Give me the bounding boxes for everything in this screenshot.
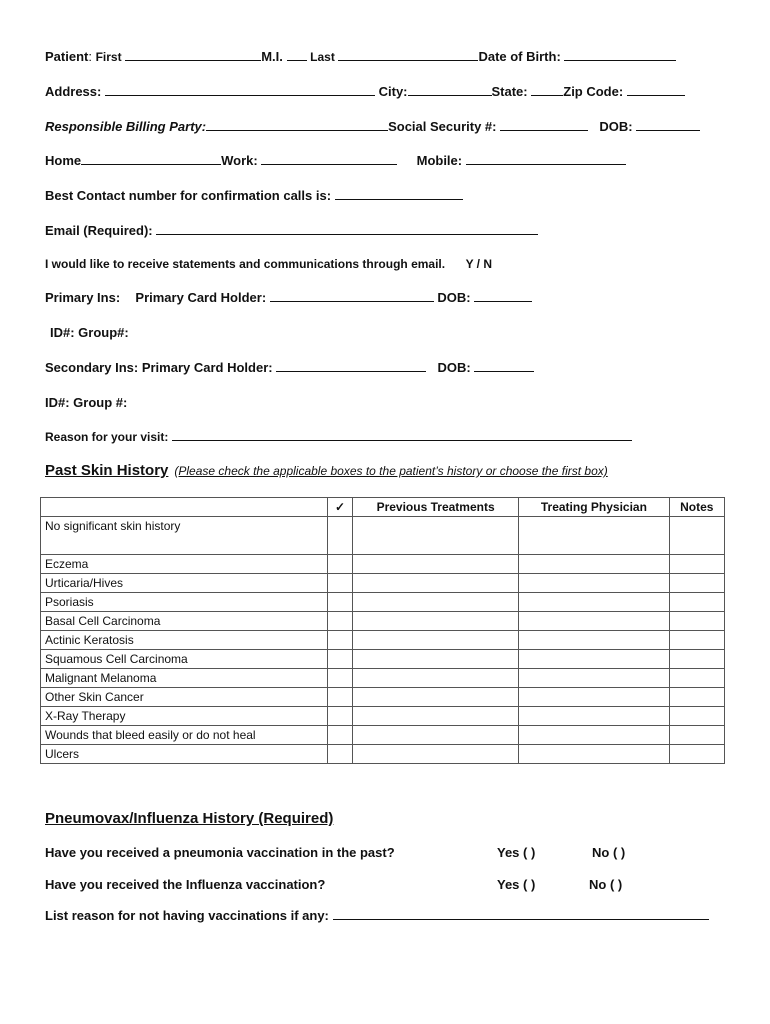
dob-field[interactable] [564,49,676,61]
primary-holder-label: Primary Card Holder: [135,290,267,305]
reason-field[interactable] [172,429,632,441]
billing-row [45,119,700,134]
physician-cell[interactable] [519,707,669,726]
statements-row [45,257,492,271]
best-contact-label: Best Contact number for confirmation calls is: [45,188,332,203]
email-label: Email (Required): [45,223,153,238]
check-cell[interactable] [328,669,353,688]
mobile-label: Mobile: [416,153,463,168]
secondary-dob-field[interactable] [474,360,534,372]
condition-cell: Urticaria/Hives [41,574,328,593]
condition-cell: Malignant Melanoma [41,669,328,688]
treatments-cell[interactable] [353,517,519,555]
physician-cell[interactable] [519,688,669,707]
check-cell[interactable] [328,574,353,593]
best-contact-field[interactable] [335,188,463,200]
notes-cell[interactable] [669,726,724,745]
condition-cell: X-Ray Therapy [41,707,328,726]
condition-cell: Ulcers [41,745,328,764]
primary-ins-row [45,290,532,305]
secondary-ins-row [45,360,534,375]
address-field[interactable] [105,84,375,96]
treatments-cell[interactable] [353,555,519,574]
condition-cell: Squamous Cell Carcinoma [41,650,328,669]
zip-field[interactable] [627,84,685,96]
table-row [41,745,725,764]
primary-ids-row [50,325,129,340]
notes-header: Notes [669,498,724,517]
notes-cell[interactable] [669,517,724,555]
zip-label: Zip Code: [563,84,624,99]
notes-cell[interactable] [669,745,724,764]
dob-label: Date of Birth: [478,49,561,64]
first-name-field[interactable] [125,49,261,61]
table-row [41,574,725,593]
mi-field[interactable] [287,49,307,61]
table-row [41,688,725,707]
city-label: City: [378,84,408,99]
treatments-cell[interactable] [353,745,519,764]
notes-cell[interactable] [669,688,724,707]
email-field[interactable] [156,223,538,235]
treatments-cell[interactable] [353,707,519,726]
check-cell[interactable] [328,688,353,707]
primary-dob-label: DOB: [437,290,471,305]
table-row [41,707,725,726]
table-header-row [41,498,725,517]
notes-cell[interactable] [669,669,724,688]
notes-cell[interactable] [669,631,724,650]
home-label: Home [45,153,82,168]
last-name-field[interactable] [338,49,478,61]
best-contact-row [45,188,463,203]
pneumonia-question: Have you received a pneumonia vaccination in the past? [45,845,395,860]
skin-history-table [40,497,725,764]
check-cell[interactable] [328,650,353,669]
check-cell[interactable] [328,707,353,726]
check-cell[interactable] [328,745,353,764]
vaccine-heading: Pneumovax/Influenza History (Required) [45,810,334,827]
statements-label: I would like to receive statements and communications through email. [45,257,446,271]
physician-cell[interactable] [519,612,669,631]
table-row [41,726,725,745]
skin-history-title: Past Skin History [45,462,169,479]
statements-choice[interactable]: Y / N [465,257,493,271]
ssn-field[interactable] [500,119,588,131]
condition-cell: Other Skin Cancer [41,688,328,707]
check-cell[interactable] [328,612,353,631]
treatments-cell[interactable] [353,650,519,669]
treatments-cell[interactable] [353,688,519,707]
pneumonia-no[interactable]: No ( ) [592,845,626,860]
phones-row [45,153,626,168]
condition-cell: Psoriasis [41,593,328,612]
patient-label: Patient [45,49,89,64]
primary-holder-field[interactable] [270,290,434,302]
treatments-cell[interactable] [353,669,519,688]
address-row [45,84,685,99]
table-row [41,669,725,688]
address-label: Address: [45,84,102,99]
vaccine-reason-row [45,908,709,923]
condition-cell: Basal Cell Carcinoma [41,612,328,631]
notes-cell[interactable] [669,612,724,631]
work-label: Work: [221,153,258,168]
mobile-phone-field[interactable] [466,153,626,165]
table-row [41,650,725,669]
condition-cell: Wounds that bleed easily or do not heal [41,726,328,745]
notes-cell[interactable] [669,555,724,574]
check-cell[interactable] [328,631,353,650]
physician-cell[interactable] [519,574,669,593]
vaccine-reason-field[interactable] [333,908,709,920]
notes-cell[interactable] [669,593,724,612]
secondary-dob-label: DOB: [437,360,471,375]
last-label: Last [310,50,335,64]
ssn-label: Social Security #: [388,119,497,134]
condition-cell: No significant skin history [41,517,328,555]
physician-cell[interactable] [519,631,669,650]
first-label: First [95,50,122,64]
home-phone-field[interactable] [81,153,221,165]
vaccine-reason-label: List reason for not having vaccinations if any: [45,908,329,923]
physician-cell[interactable] [519,593,669,612]
table-row [41,555,725,574]
treatments-cell[interactable] [353,574,519,593]
check-cell[interactable] [328,593,353,612]
table-row [41,593,725,612]
secondary-ids-row [45,395,127,410]
treatments-header: Previous Treatments [353,498,519,517]
billing-party-label: Responsible Billing Party: [45,119,207,134]
state-label: State: [491,84,528,99]
physician-cell[interactable] [519,745,669,764]
check-cell[interactable] [328,517,353,555]
secondary-ins-label: Secondary Ins: [45,360,139,375]
table-row [41,517,725,555]
physician-cell[interactable] [519,517,669,555]
table-row [41,631,725,650]
treatments-cell[interactable] [353,726,519,745]
physician-cell[interactable] [519,726,669,745]
work-phone-field[interactable] [261,153,397,165]
reason-label: Reason for your visit: [45,430,169,444]
secondary-ids-label: ID#: Group #: [45,395,128,410]
billing-dob-label: DOB: [599,119,633,134]
skin-history-instruction: (Please check the applicable boxes to the patient’s history or choose the first box) [174,464,608,478]
city-field[interactable] [408,84,492,96]
primary-ins-label: Primary Ins: [45,290,121,305]
condition-header [41,498,328,517]
check-cell[interactable] [328,555,353,574]
pneumonia-yes[interactable]: Yes ( ) [497,845,536,860]
physician-cell[interactable] [519,650,669,669]
secondary-holder-label: Primary Card Holder: [141,360,273,375]
notes-cell[interactable] [669,707,724,726]
influenza-yes[interactable]: Yes ( ) [497,877,536,892]
physician-cell[interactable] [519,669,669,688]
billing-party-field[interactable] [206,119,388,131]
treatments-cell[interactable] [353,631,519,650]
primary-ids-label: ID#: Group#: [50,325,129,340]
secondary-holder-field[interactable] [276,360,426,372]
influenza-no[interactable]: No ( ) [589,877,623,892]
check-cell[interactable] [328,726,353,745]
skin-history-heading [45,462,608,479]
table-row [41,612,725,631]
primary-dob-field[interactable] [474,290,532,302]
patient-row: Patient: First M.I. Last Date of Birth: [45,49,676,64]
mi-label: M.I. [261,49,283,64]
condition-cell: Eczema [41,555,328,574]
notes-cell[interactable] [669,650,724,669]
state-field[interactable] [531,84,563,96]
influenza-question: Have you received the Influenza vaccination? [45,877,326,892]
condition-cell: Actinic Keratosis [41,631,328,650]
physician-header: Treating Physician [519,498,669,517]
treatments-cell[interactable] [353,593,519,612]
reason-row [45,429,632,444]
notes-cell[interactable] [669,574,724,593]
treatments-cell[interactable] [353,612,519,631]
check-header: ✓ [328,498,353,517]
billing-dob-field[interactable] [636,119,700,131]
email-row [45,223,538,238]
physician-cell[interactable] [519,555,669,574]
